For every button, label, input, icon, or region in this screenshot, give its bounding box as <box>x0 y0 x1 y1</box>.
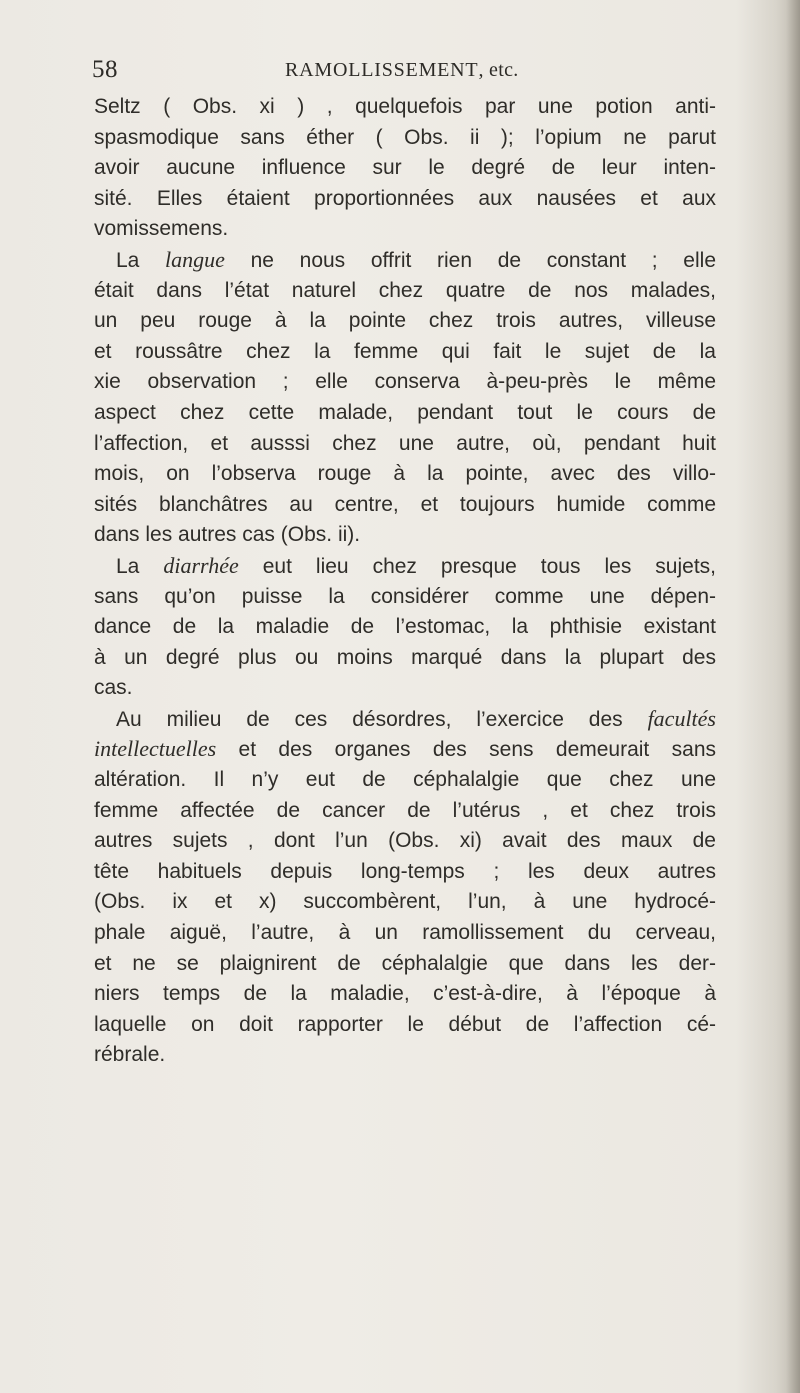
text-line <box>94 398 716 429</box>
text-line <box>94 184 716 215</box>
italic-term: facultés <box>647 705 716 731</box>
text-line <box>94 337 716 368</box>
text-run: avoir aucune influence sur le degré de leur inten- <box>94 156 716 180</box>
text-run: spasmodique sans éther ( Obs. ii ); l’opium ne parut <box>94 125 716 149</box>
page-edge-shadow <box>786 0 800 1393</box>
text-run: femme affectée de cancer de l’utérus , et chez trois <box>94 798 716 822</box>
text-line <box>94 551 716 582</box>
text-line <box>94 826 716 857</box>
paragraph <box>94 704 716 1071</box>
text-line <box>94 1040 716 1071</box>
text-run: aspect chez cette malade, pendant tout le cours de <box>94 400 716 424</box>
text-run: et roussâtre chez la femme qui fait le sujet de la <box>94 339 716 363</box>
text-run: sité. Elles étaient proportionnées aux nausées et aux <box>94 186 716 210</box>
text-run: altération. Il n’y eut de céphalalgie que chez une <box>94 768 716 792</box>
text-run: Seltz ( Obs. xi ) , quelquefois par une potion anti- <box>94 95 716 118</box>
text-run: phale aiguë, l’autre, à un ramollissement du cerveau, <box>94 921 716 945</box>
italic-term: intellectuelles <box>94 736 217 762</box>
running-head <box>285 59 519 82</box>
text-line <box>94 459 716 490</box>
text-run: dance de la maladie de l’estomac, la phthisie existant <box>94 615 716 639</box>
text-run: vomissemens. <box>94 217 229 241</box>
text-run: laquelle on doit rapporter le début de l’affection cé- <box>94 1012 716 1036</box>
text-line <box>94 796 716 827</box>
text-line <box>94 582 716 613</box>
running-head-title: RAMOLLISSEMENT <box>285 59 479 81</box>
text-run: cas. <box>94 676 133 700</box>
text-run: l’affection, et ausssi chez une autre, où, pendant huit <box>94 431 716 455</box>
body-text <box>94 92 716 1071</box>
text-run: sités blanchâtres au centre, et toujours humide comme <box>94 492 716 516</box>
text-run: dans les autres cas (Obs. ii). <box>94 523 361 547</box>
text-run: La <box>116 248 166 272</box>
text-run: était dans l’état naturel chez quatre de nos malades, <box>94 278 716 302</box>
text-line <box>94 153 716 184</box>
text-line <box>94 123 716 154</box>
text-line <box>94 214 716 245</box>
text-line <box>94 918 716 949</box>
text-line <box>94 490 716 521</box>
text-run: sans qu’on puisse la considérer comme une dépen- <box>94 584 716 608</box>
text-run: xie observation ; elle conserva à-peu-près le même <box>94 370 716 394</box>
text-line <box>94 673 716 704</box>
text-line <box>94 704 716 735</box>
italic-term: langue <box>165 246 225 272</box>
text-run: à un degré plus ou moins marqué dans la plupart des <box>94 645 716 669</box>
paragraph <box>94 245 716 551</box>
text-run: tête habituels depuis long-temps ; les deux autres <box>94 859 716 883</box>
italic-term: diarrhée <box>163 552 239 578</box>
paragraph <box>94 551 716 704</box>
text-run: (Obs. ix et x) succombèrent, l’un, à une hydrocé- <box>94 890 716 914</box>
text-line <box>94 520 716 551</box>
text-line <box>94 1010 716 1041</box>
text-line <box>94 276 716 307</box>
text-run: mois, on l’observa rouge à la pointe, avec des villo- <box>94 462 716 486</box>
text-run: ne nous offrit rien de constant ; elle <box>224 248 716 272</box>
text-run: et des organes des sens demeurait sans <box>216 738 716 762</box>
paragraph <box>94 92 716 245</box>
text-run: rébrale. <box>94 1043 166 1067</box>
text-line <box>94 734 716 765</box>
text-line <box>94 245 716 276</box>
text-line <box>94 979 716 1010</box>
text-line <box>94 887 716 918</box>
page-number: 58 <box>92 56 118 83</box>
text-line <box>94 367 716 398</box>
text-run: Au milieu de ces désordres, l’exercice des <box>116 707 648 731</box>
text-line <box>94 765 716 796</box>
running-head-suffix: , etc. <box>478 59 519 81</box>
text-run: et ne se plaignirent de céphalalgie que dans les der- <box>94 951 716 975</box>
text-line <box>94 612 716 643</box>
text-run: autres sujets , dont l’un (Obs. xi) avait des maux de <box>94 829 716 853</box>
text-line <box>94 949 716 980</box>
page-header <box>92 56 732 86</box>
text-line <box>94 857 716 888</box>
text-line <box>94 92 716 123</box>
text-line <box>94 429 716 460</box>
text-run: La <box>116 554 164 578</box>
text-line <box>94 306 716 337</box>
text-run: eut lieu chez presque tous les sujets, <box>238 554 717 578</box>
text-run: niers temps de la maladie, c’est-à-dire, à l’époque à <box>94 982 716 1006</box>
text-line <box>94 643 716 674</box>
text-run: un peu rouge à la pointe chez trois autres, villeuse <box>94 309 716 333</box>
